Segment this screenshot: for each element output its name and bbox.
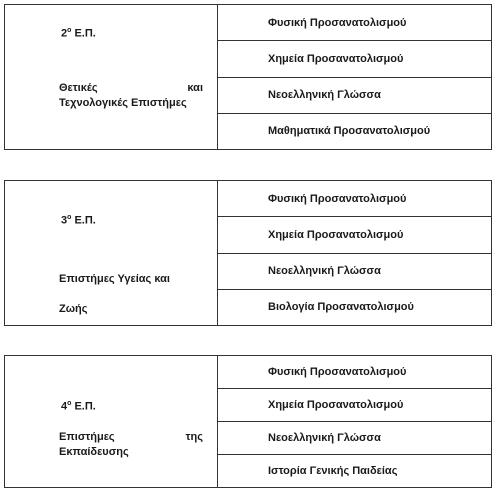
group-name: Επιστήμες της Εκπαίδευσης xyxy=(59,431,203,458)
subject-row: Φυσική Προσανατολισμού xyxy=(218,5,491,41)
subject-row: Φυσική Προσανατολισμού xyxy=(218,181,491,217)
subject-row: Χημεία Προσανατολισμού xyxy=(218,389,491,422)
group-info xyxy=(5,356,218,487)
group-name: Θετικές και Τεχνολογικές Επιστήμες xyxy=(59,82,203,109)
group-info xyxy=(5,5,218,149)
group-number: $3^o$ Ε.Π. xyxy=(61,214,96,227)
field-group-4 xyxy=(4,355,492,488)
subject-row: Φυσική Προσανατολισμού xyxy=(218,356,491,389)
group-number: $2^o$ Ε.Π. xyxy=(61,27,96,40)
subject-list xyxy=(218,181,491,325)
subject-list xyxy=(218,356,491,487)
field-group-2 xyxy=(4,4,492,150)
subject-row: Χημεία Προσανατολισμού xyxy=(218,217,491,253)
subject-row: Νεοελληνική Γλώσσα xyxy=(218,78,491,114)
group-number: $4^o$ Ε.Π. xyxy=(61,400,96,413)
subject-list xyxy=(218,5,491,149)
subject-row: Νεοελληνική Γλώσσα xyxy=(218,422,491,455)
subject-row: Νεοελληνική Γλώσσα xyxy=(218,254,491,290)
subject-row: Χημεία Προσανατολισμού xyxy=(218,41,491,77)
subject-row: Μαθηματικά Προσανατολισμού xyxy=(268,125,431,138)
group-info xyxy=(5,181,218,325)
subject-row: Ιστορία Γενικής Παιδείας xyxy=(268,465,398,477)
group-name: Επιστήμες Υγείας και Ζωής xyxy=(59,273,170,315)
field-group-3 xyxy=(4,180,492,326)
subject-row: Βιολογία Προσανατολισμού xyxy=(268,301,414,314)
